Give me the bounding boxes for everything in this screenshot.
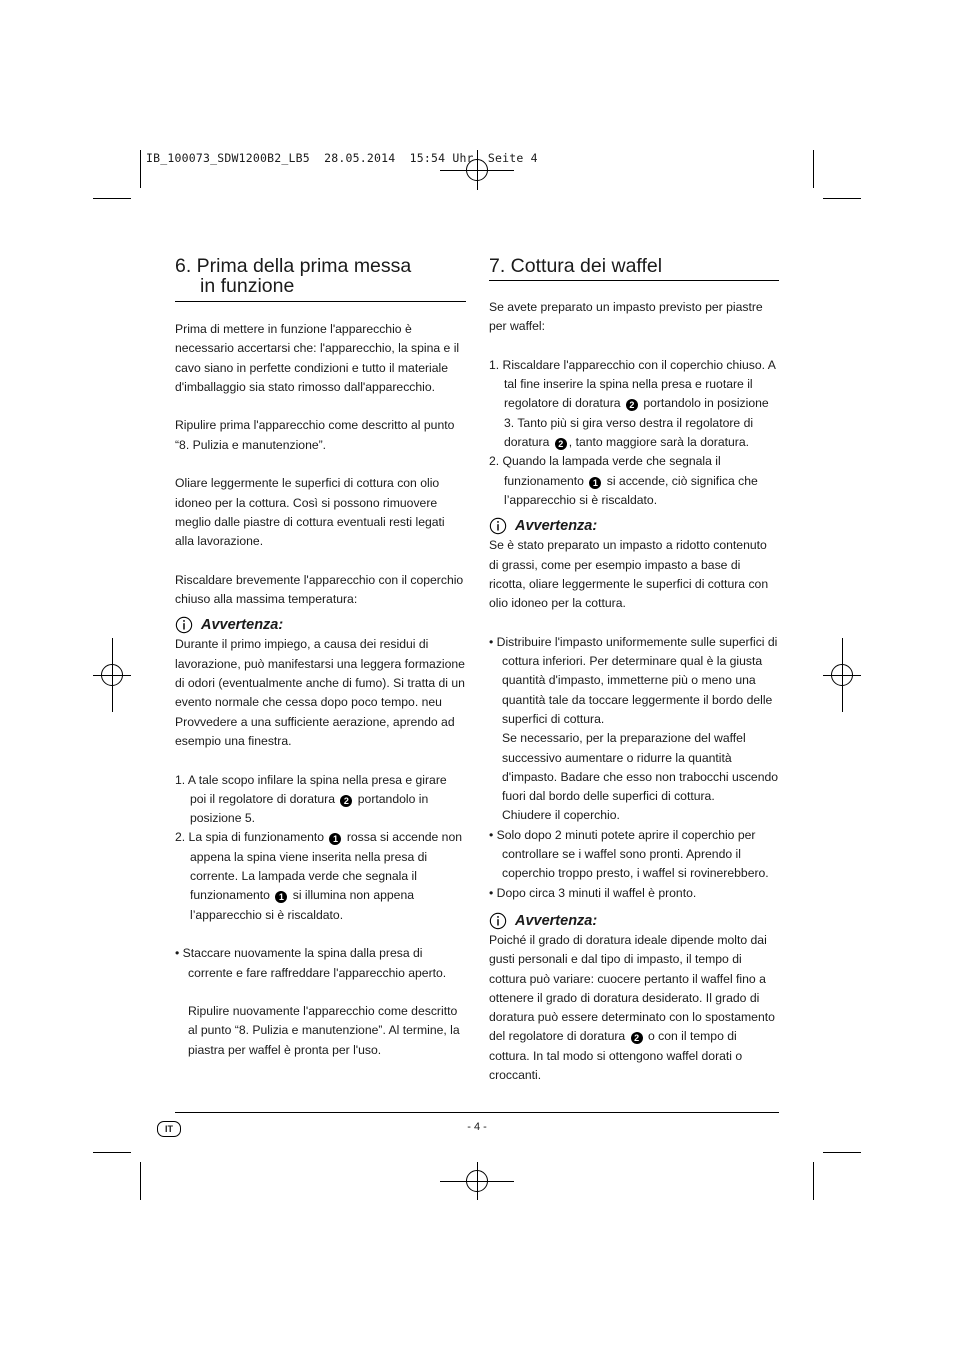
indicator-light-symbol: 1 [329, 833, 341, 845]
paragraph: Riscaldare brevemente l'apparecchio con il coperchio chiuso alla massima temperatura: [175, 572, 464, 607]
list-item: • Staccare nuovamente la spina dalla presa di corrente e fare raffreddare l'apparecchio aperto. [175, 946, 447, 980]
crop-mark [813, 1162, 814, 1200]
note-text: Durante il primo impiego, a causa dei residui di lavorazione, può manifestarsi una leggera formazione di odori (eventualmente anche di fumo). Si tratta di un evento normale che cessa dopo poco tempo. neu Provvedere a una sufficiente aerazione, aprendo ad esempio una finestra. [175, 637, 465, 748]
info-icon [489, 912, 507, 930]
browning-control-symbol: 2 [631, 1032, 643, 1044]
steps-list [489, 356, 779, 510]
list-item: • Dopo circa 3 minuti il waffel è pronto. [489, 885, 697, 900]
paragraph: Ripulire nuovamente l'apparecchio come descritto al punto “8. Pulizia e manutenzione”. Al termine, la piastra per waffel è pronta per l'uso. [188, 1004, 460, 1057]
paragraph: Oliare leggermente le superfici di cottura con olio idoneo per la cottura. Così si possono rimuovere meglio dalle piastre di cottura eventuali resti legati alla lavorazione. [175, 476, 445, 549]
note-heading [489, 911, 779, 931]
note-heading [175, 615, 466, 635]
registration-circle [466, 1170, 488, 1192]
list-item-continuation: Se necessario, per la preparazione del waffel successivo aumentare o ridurre la quantità d'impasto. Badare che esso non trabocchi uscendo fuori dal bordo delle superfici di cottura. [502, 731, 779, 804]
crop-mark [93, 1152, 131, 1153]
section-heading-6 [175, 256, 466, 302]
crop-mark [823, 198, 861, 199]
indicator-light-symbol: 1 [589, 477, 601, 489]
list-item: 2. La spia di funzionamento 1 rossa si accende non appena la spina viene inserita nella presa di corrente. La lampada verde che segnala il funzionamento 1 si illumina non appena l’apparecchio si è riscaldato. [175, 830, 463, 922]
list-item: • Distribuire l'impasto uniformemente sulle superfici di cottura inferiori. Per determinare qual è la giusta quantità d'impasto, immetterne più o meno una quantità tale da toccare leggermente il bordo delle superfici di cottura. [489, 634, 778, 726]
info-icon [489, 517, 507, 535]
right-column [489, 256, 779, 1085]
list-item-continuation: Chiudere il coperchio. [502, 808, 620, 823]
list-item: • Solo dopo 2 minuti potete aprire il coperchio per controllare se i waffel sono pronti. Aprendo il coperchio troppo presto, i waffel si rovinerebbero. [489, 827, 769, 881]
print-slug: IB_100073_SDW1200B2_LB5 28.05.2014 15:54 Uhr Seite 4 [146, 151, 538, 165]
paragraph: Prima di mettere in funzione l'apparecchio è necessario accertarsi che: l'apparecchio, la spina e il cavo siano in perfette condizioni e tutto il materiale d'imballaggio sia stato rimosso dall'apparecchio. [175, 322, 460, 394]
list-item: 2. Quando la lampada verde che segnala il funzionamento 1 si accende, ciò significa che l’apparecchio si è riscaldato. [489, 454, 758, 507]
registration-circle [101, 664, 123, 686]
crop-mark [823, 1152, 861, 1153]
crop-mark [813, 150, 814, 188]
note-text: Poiché il grado di doratura ideale dipende molto dai gusti personali e dal tipo di impasto, il tempo di cottura può variare: cuocere pertanto il waffel fino a ottenere il grado di doratura desiderato. Il grado di doratura può essere determinato con lo spostamento del regolatore di doratura 2 o con il tempo di cottura. In tal modo si ottengono waffel dorati o croccanti. [489, 932, 775, 1082]
list-item: 1. A tale scopo infilare la spina nella presa e girare poi il regolatore di doratura 2 portandolo in posizione 5. [175, 772, 447, 826]
paragraph: Ripulire prima l'apparecchio come descritto al punto “8. Pulizia e manutenzione”. [175, 418, 455, 452]
heading-line-2: in funzione [200, 275, 295, 297]
crop-mark [140, 1162, 141, 1200]
browning-control-symbol: 2 [555, 438, 567, 450]
browning-control-symbol: 2 [626, 399, 638, 411]
note-title: Avvertenza: [515, 912, 598, 929]
note-title: Avvertenza: [515, 518, 598, 535]
note-title: Avvertenza: [201, 617, 284, 634]
note-text: Se è stato preparato un impasto a ridotto contenuto di grassi, come per esempio impasto a base di ricotta, oliare leggermente le superfici di cottura con olio idoneo per la cottura. [489, 538, 769, 611]
bullet-list [489, 633, 779, 903]
steps-list [175, 771, 466, 925]
language-badge: IT [157, 1121, 181, 1137]
browning-control-symbol: 2 [340, 795, 352, 807]
info-icon [175, 616, 193, 634]
section-heading-7: 7. Cottura dei waffel [489, 256, 779, 281]
registration-circle [831, 664, 853, 686]
crop-mark [140, 150, 141, 188]
left-column [175, 256, 466, 1060]
list-item: 1. Riscaldare l'apparecchio con il coperchio chiuso. A tal fine inserire la spina nella presa e ruotare il regolatore di doratura 2 portandolo in posizione 3. Tanto più si gira verso destra il regolatore di doratura 2 , tanto maggiore sarà la doratura. [489, 357, 776, 450]
indicator-light-symbol: 1 [275, 891, 287, 903]
page-number: - 4 - [467, 1121, 487, 1133]
crop-mark [93, 198, 131, 199]
bullet-list [175, 944, 466, 983]
heading-line-1: 6. Prima della prima messa [175, 255, 412, 277]
paragraph: Se avete preparato un impasto previsto per piastre per waffel: [489, 300, 763, 334]
footer-rule [175, 1112, 779, 1113]
note-heading [489, 516, 779, 536]
